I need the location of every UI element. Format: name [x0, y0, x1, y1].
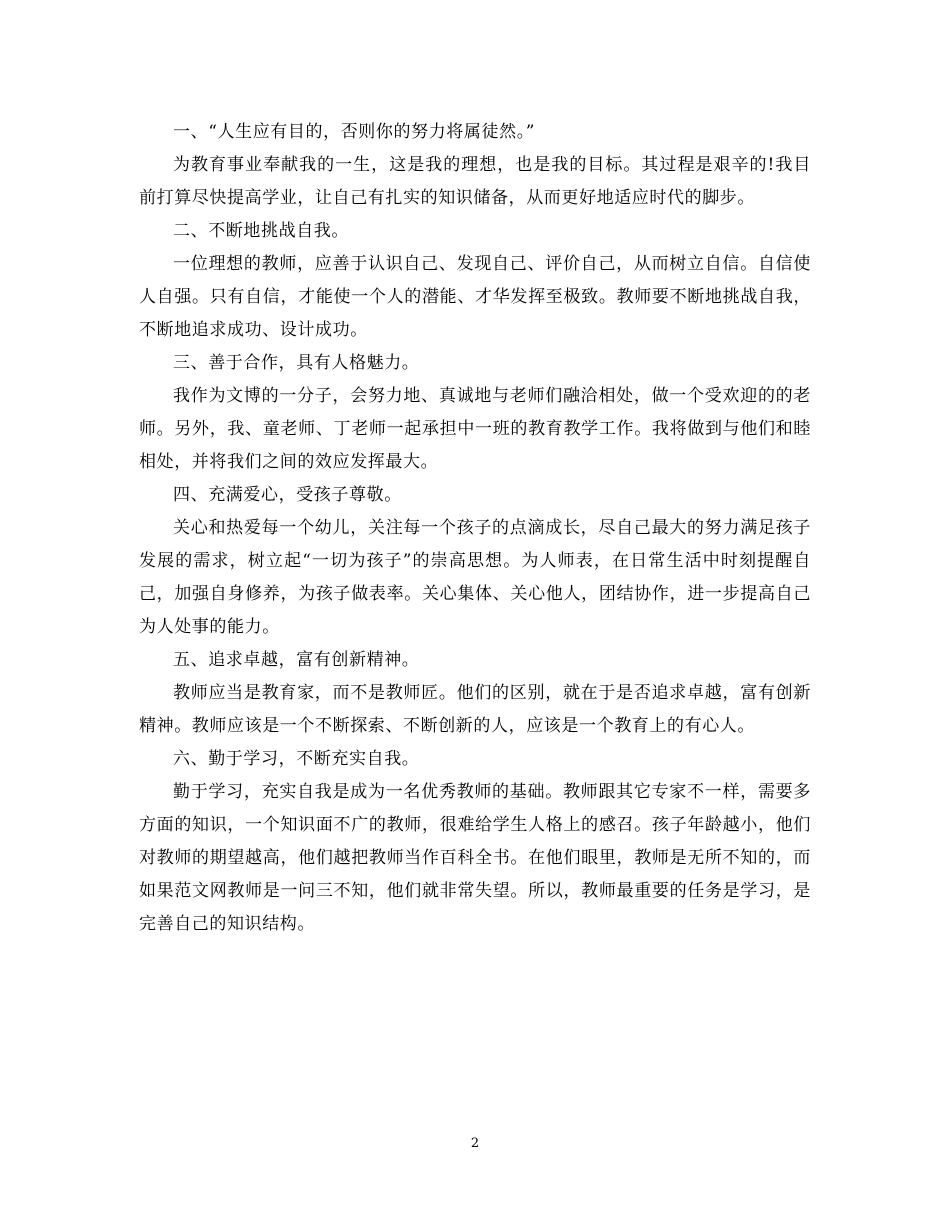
document-body — [139, 116, 811, 941]
section-paragraph-3: 我作为文博的一分子，会努力地、真诚地与老师们融洽相处，做一个受欢迎的的老师。另外，我、童老师、丁老师一起承担中一班的教育教学工作。我将做到与他们和睦相处，并将我们之间的效应发挥最大。 — [139, 386, 811, 472]
section-heading-3: 三、善于合作，具有人格魅力。 — [173, 353, 420, 373]
section-heading-2: 二、不断地挑战自我。 — [173, 221, 349, 241]
section-heading-6: 六、勤于学习，不断充实自我。 — [173, 749, 420, 769]
section-paragraph-2: 一位理想的教师，应善于认识自己、发现自己、评价自己，从而树立自信。自信使人自强。只有自信，才能使一个人的潜能、才华发挥至极致。教师要不断地挑战自我，不断地追求成功、设计成功。 — [139, 254, 811, 340]
section-paragraph-5: 教师应当是教育家，而不是教师匠。他们的区别，就在于是否追求卓越，富有创新精神。教师应该是一个不断探索、不断创新的人，应该是一个教育上的有心人。 — [139, 683, 811, 736]
section-heading-1: 一、“人生应有目的，否则你的努力将属徒然。” — [173, 122, 536, 142]
section-paragraph-6: 勤于学习，充实自我是成为一名优秀教师的基础。教师跟其它专家不一样，需要多方面的知识，一个知识面不广的教师，很难给学生人格上的感召。孩子年龄越小，他们对教师的期望越高，他们越把教师当作百科全书。在他们眼里，教师是无所不知的，而如果范文网教师是一问三不知，他们就非常失望。所以，教师最重要的任务是学习，是完善自己的知识结构。 — [139, 782, 811, 934]
section-paragraph-4: 关心和热爱每一个幼儿，关注每一个孩子的点滴成长，尽自己最大的努力满足孩子发展的需求，树立起“一切为孩子”的崇高思想。为人师表，在日常生活中时刻提醒自己，加强自身修养，为孩子做表率。关心集体、关心他人，团结协作，进一步提高自己为人处事的能力。 — [139, 518, 811, 637]
page-number: 2 — [470, 1136, 480, 1151]
section-heading-5: 五、追求卓越，富有创新精神。 — [173, 650, 420, 670]
section-paragraph-1: 为教育事业奉献我的一生，这是我的理想，也是我的目标。其过程是艰辛的!我目前打算尽快提高学业，让自己有扎实的知识储备，从而更好地适应时代的脚步。 — [139, 155, 811, 208]
section-heading-4: 四、充满爱心，受孩子尊敬。 — [173, 485, 402, 505]
